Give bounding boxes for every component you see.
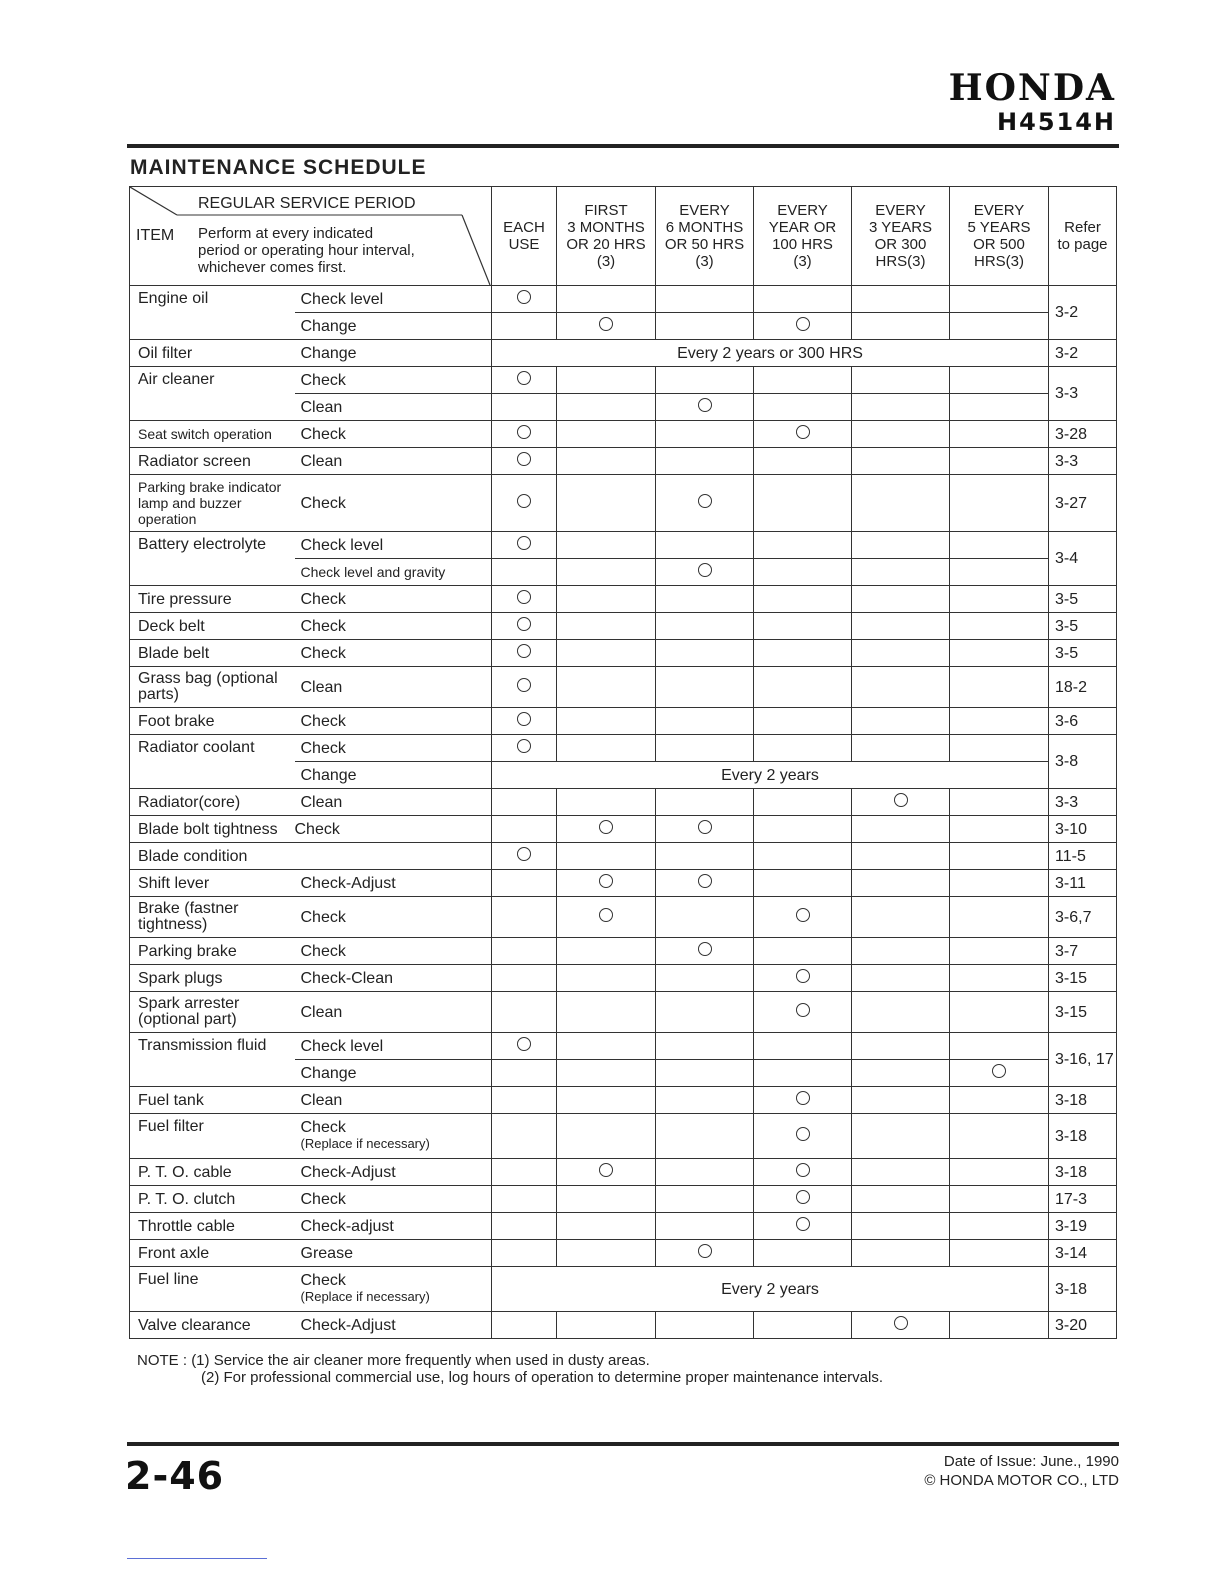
service-mark — [517, 1037, 531, 1051]
mark-cell — [950, 1060, 1049, 1087]
row-ref: 3-10 — [1049, 816, 1117, 843]
mark-cell — [656, 1240, 754, 1267]
issue-date: Date of Issue: June., 1990 — [943, 1453, 1119, 1470]
mark-cell — [557, 313, 656, 340]
row-ref: 3-2 — [1049, 286, 1117, 340]
table-row — [130, 1267, 1117, 1312]
service-mark — [992, 1064, 1006, 1078]
row-ref: 3-28 — [1049, 421, 1117, 448]
row-ref: 3-6 — [1049, 708, 1117, 735]
service-mark — [599, 908, 613, 922]
honda-logo: HONDA — [948, 67, 1116, 109]
row-action: Clean — [295, 789, 492, 816]
row-action: Check — [295, 938, 492, 965]
row-action: Check-Adjust — [295, 1159, 492, 1186]
row-ref: 3-15 — [1049, 992, 1117, 1033]
note-prefix: NOTE : — [137, 1352, 188, 1369]
row-action — [295, 843, 492, 870]
mark-cell — [656, 870, 754, 897]
mark-cell — [754, 965, 852, 992]
table-row — [130, 640, 1117, 667]
row-item: Front axle — [130, 1240, 295, 1267]
col-each-use: EACH USE — [492, 187, 557, 286]
service-mark — [698, 820, 712, 834]
service-mark — [599, 1163, 613, 1177]
table-row — [130, 938, 1117, 965]
service-mark — [796, 1003, 810, 1017]
table-row — [130, 1213, 1117, 1240]
row-ref: 3-14 — [1049, 1240, 1117, 1267]
service-mark — [698, 398, 712, 412]
row-ref: 3-16, 17 — [1049, 1033, 1117, 1087]
service-mark — [599, 820, 613, 834]
service-mark — [517, 425, 531, 439]
footer-rule — [127, 1442, 1119, 1446]
row-action: Check (Replace if necessary) — [295, 1267, 492, 1312]
mark-cell — [656, 559, 754, 586]
row-item: Oil filter — [130, 340, 295, 367]
table-row — [130, 708, 1117, 735]
table-row — [130, 1114, 1117, 1159]
service-mark — [894, 1316, 908, 1330]
mark-cell — [656, 475, 754, 532]
span-note: Every 2 years — [492, 1267, 1049, 1312]
row-ref: 17-3 — [1049, 1186, 1117, 1213]
mark-cell — [656, 394, 754, 421]
table-row — [130, 1159, 1117, 1186]
perform-instructions: Perform at every indicated period or operating hour interval, whichever comes first. — [198, 225, 415, 276]
row-ref: 3-11 — [1049, 870, 1117, 897]
mark-cell — [492, 367, 557, 394]
service-mark — [796, 1091, 810, 1105]
row-action: Check (Replace if necessary) — [295, 1114, 492, 1159]
table-row — [130, 613, 1117, 640]
row-item: Spark arrester (optional part) — [130, 992, 295, 1033]
service-mark — [517, 290, 531, 304]
table-row — [130, 367, 1117, 394]
table-row — [130, 448, 1117, 475]
service-mark — [517, 590, 531, 604]
mark-cell — [492, 613, 557, 640]
row-action: Change — [295, 340, 492, 367]
brand-block — [949, 68, 1116, 136]
service-mark — [894, 793, 908, 807]
service-mark — [698, 942, 712, 956]
row-ref: 3-3 — [1049, 367, 1117, 421]
row-ref: 3-6,7 — [1049, 897, 1117, 938]
mark-cell — [754, 992, 852, 1033]
service-mark — [517, 536, 531, 550]
link-underline — [127, 1558, 267, 1559]
table-row — [130, 843, 1117, 870]
row-item: Tire pressure — [130, 586, 295, 613]
row-ref: 3-2 — [1049, 340, 1117, 367]
row-item: Radiator screen — [130, 448, 295, 475]
col-every-year: EVERY YEAR OR 100 HRS (3) — [754, 187, 852, 286]
row-ref: 3-7 — [1049, 938, 1117, 965]
row-ref: 3-8 — [1049, 735, 1117, 789]
row-action: Change — [295, 313, 492, 340]
row-action: Check level — [295, 532, 492, 559]
row-action: Check — [295, 1186, 492, 1213]
row-item: Valve clearance — [130, 1312, 295, 1339]
row-ref: 3-5 — [1049, 640, 1117, 667]
row-item: Grass bag (optional parts) — [130, 667, 295, 708]
service-mark — [517, 739, 531, 753]
table-row — [130, 816, 1117, 843]
row-action: Clean — [295, 667, 492, 708]
row-item: Foot brake — [130, 708, 295, 735]
row-action: Check — [295, 613, 492, 640]
service-mark — [599, 874, 613, 888]
row-item: Fuel filter — [130, 1114, 295, 1159]
mark-cell — [557, 897, 656, 938]
note-1: (1) Service the air cleaner more frequently when used in dusty areas. — [191, 1352, 650, 1369]
row-ref: 3-20 — [1049, 1312, 1117, 1339]
row-action: Check level and gravity — [295, 559, 492, 586]
row-ref: 3-5 — [1049, 613, 1117, 640]
mark-cell — [492, 586, 557, 613]
table-row — [130, 667, 1117, 708]
service-mark — [698, 874, 712, 888]
row-action: Check — [295, 735, 492, 762]
row-action: Check-Clean — [295, 965, 492, 992]
table-row — [130, 789, 1117, 816]
service-mark — [517, 847, 531, 861]
service-mark — [698, 1244, 712, 1258]
table-row — [130, 286, 1117, 313]
mark-cell — [492, 843, 557, 870]
row-action: Check level — [295, 286, 492, 313]
mark-cell — [754, 1087, 852, 1114]
table-row — [130, 1087, 1117, 1114]
service-period-label: REGULAR SERVICE PERIOD — [198, 195, 416, 212]
row-action: Check — [295, 367, 492, 394]
page-number: 2-46 — [125, 1454, 225, 1498]
row-item: P. T. O. cable — [130, 1159, 295, 1186]
mark-cell — [492, 1033, 557, 1060]
service-mark — [517, 712, 531, 726]
table-row — [130, 1312, 1117, 1339]
service-mark — [796, 1127, 810, 1141]
service-mark — [796, 1163, 810, 1177]
table-row — [130, 1240, 1117, 1267]
row-item: Radiator(core) — [130, 789, 295, 816]
table-row — [130, 897, 1117, 938]
row-action: Check level — [295, 1033, 492, 1060]
mark-cell — [754, 1159, 852, 1186]
row-action: Change — [295, 1060, 492, 1087]
row-ref: 3-27 — [1049, 475, 1117, 532]
mark-cell — [492, 448, 557, 475]
row-ref: 3-18 — [1049, 1159, 1117, 1186]
row-item: Blade belt — [130, 640, 295, 667]
table-row — [130, 965, 1117, 992]
mark-cell — [754, 897, 852, 938]
row-ref: 3-3 — [1049, 789, 1117, 816]
table-row — [130, 1033, 1117, 1060]
page-title: MAINTENANCE SCHEDULE — [130, 156, 427, 179]
mark-cell — [492, 735, 557, 762]
row-action: Check-Adjust — [295, 870, 492, 897]
row-item: Parking brake — [130, 938, 295, 965]
table-row — [130, 586, 1117, 613]
service-mark — [796, 908, 810, 922]
row-action: Check — [295, 586, 492, 613]
row-ref: 3-5 — [1049, 586, 1117, 613]
table-row — [130, 340, 1117, 367]
row-item: Radiator coolant — [130, 735, 295, 789]
table-row — [130, 421, 1117, 448]
service-mark — [517, 644, 531, 658]
row-ref: 18-2 — [1049, 667, 1117, 708]
row-item: Air cleaner — [130, 367, 295, 421]
service-mark — [698, 563, 712, 577]
row-item: Throttle cable — [130, 1213, 295, 1240]
row-ref: 3-18 — [1049, 1114, 1117, 1159]
row-item: Shift lever — [130, 870, 295, 897]
mark-cell — [492, 475, 557, 532]
row-item: Engine oil — [130, 286, 295, 340]
mark-cell — [754, 1213, 852, 1240]
mark-cell — [754, 1186, 852, 1213]
row-action: Check — [295, 640, 492, 667]
row-item: Fuel tank — [130, 1087, 295, 1114]
col-every-3-years: EVERY 3 YEARS OR 300 HRS(3) — [852, 187, 950, 286]
col-every-6-months: EVERY 6 MONTHS OR 50 HRS (3) — [656, 187, 754, 286]
service-mark — [517, 494, 531, 508]
row-action: Clean — [295, 1087, 492, 1114]
row-ref: 3-4 — [1049, 532, 1117, 586]
row-action: Clean — [295, 992, 492, 1033]
row-ref: 3-18 — [1049, 1267, 1117, 1312]
service-mark — [698, 494, 712, 508]
table-row — [130, 532, 1117, 559]
table-row — [130, 735, 1117, 762]
row-action: Check-adjust — [295, 1213, 492, 1240]
row-action: Check — [295, 708, 492, 735]
table-header-row — [130, 187, 1117, 286]
service-mark — [796, 317, 810, 331]
mark-cell — [492, 708, 557, 735]
col-first-3-months: FIRST 3 MONTHS OR 20 HRS (3) — [557, 187, 656, 286]
mark-cell — [492, 421, 557, 448]
copyright: © HONDA MOTOR CO., LTD — [924, 1472, 1119, 1489]
mark-cell — [754, 421, 852, 448]
service-mark — [517, 452, 531, 466]
item-label: ITEM — [136, 227, 175, 244]
service-mark — [599, 317, 613, 331]
mark-cell — [754, 1114, 852, 1159]
mark-cell — [492, 667, 557, 708]
row-ref: 11-5 — [1049, 843, 1117, 870]
service-mark — [796, 425, 810, 439]
service-mark — [796, 969, 810, 983]
mark-cell — [656, 816, 754, 843]
row-ref: 3-3 — [1049, 448, 1117, 475]
row-action: Check — [295, 816, 492, 843]
span-note: Every 2 years or 300 HRS — [492, 340, 1049, 367]
col-refer-page: Refer to page — [1049, 187, 1117, 286]
row-item: Blade condition — [130, 843, 295, 870]
row-item: P. T. O. clutch — [130, 1186, 295, 1213]
mark-cell — [557, 816, 656, 843]
row-action: Clean — [295, 394, 492, 421]
mark-cell — [492, 286, 557, 313]
row-action: Check — [295, 897, 492, 938]
row-action: Check — [295, 475, 492, 532]
mark-cell — [492, 532, 557, 559]
notes — [137, 1352, 883, 1386]
mark-cell — [754, 313, 852, 340]
row-ref: 3-19 — [1049, 1213, 1117, 1240]
row-item: Transmission fluid — [130, 1033, 295, 1087]
mark-cell — [557, 870, 656, 897]
service-mark — [517, 678, 531, 692]
row-item: Spark plugs — [130, 965, 295, 992]
maintenance-table — [129, 186, 1117, 1339]
table-row — [130, 475, 1117, 532]
header-corner — [130, 187, 492, 286]
mark-cell — [492, 640, 557, 667]
service-mark — [517, 371, 531, 385]
row-item: Battery electrolyte — [130, 532, 295, 586]
note-2: (2) For professional commercial use, log hours of operation to determine proper maintenance intervals. — [201, 1369, 884, 1386]
row-action: Grease — [295, 1240, 492, 1267]
span-note: Every 2 years — [492, 762, 1049, 789]
service-mark — [517, 617, 531, 631]
row-item: Fuel line — [130, 1267, 295, 1312]
table-row — [130, 992, 1117, 1033]
table-row — [130, 870, 1117, 897]
header-rule — [127, 144, 1119, 148]
mark-cell — [656, 938, 754, 965]
row-item: Parking brake indicator lamp and buzzer operation — [130, 475, 295, 532]
row-action: Check — [295, 421, 492, 448]
row-ref: 3-18 — [1049, 1087, 1117, 1114]
row-item: Blade bolt tightness — [130, 816, 295, 843]
row-action: Change — [295, 762, 492, 789]
service-mark — [796, 1190, 810, 1204]
footer-info — [924, 1452, 1119, 1490]
row-item: Deck belt — [130, 613, 295, 640]
row-action: Clean — [295, 448, 492, 475]
row-item: Seat switch operation — [130, 421, 295, 448]
row-item: Brake (fastner tightness) — [130, 897, 295, 938]
mark-cell — [557, 1159, 656, 1186]
row-ref: 3-15 — [1049, 965, 1117, 992]
service-mark — [796, 1217, 810, 1231]
mark-cell — [852, 789, 950, 816]
model-number: H4514H — [997, 108, 1116, 136]
row-action: Check-Adjust — [295, 1312, 492, 1339]
mark-cell — [852, 1312, 950, 1339]
table-row — [130, 1186, 1117, 1213]
col-every-5-years: EVERY 5 YEARS OR 500 HRS(3) — [950, 187, 1049, 286]
